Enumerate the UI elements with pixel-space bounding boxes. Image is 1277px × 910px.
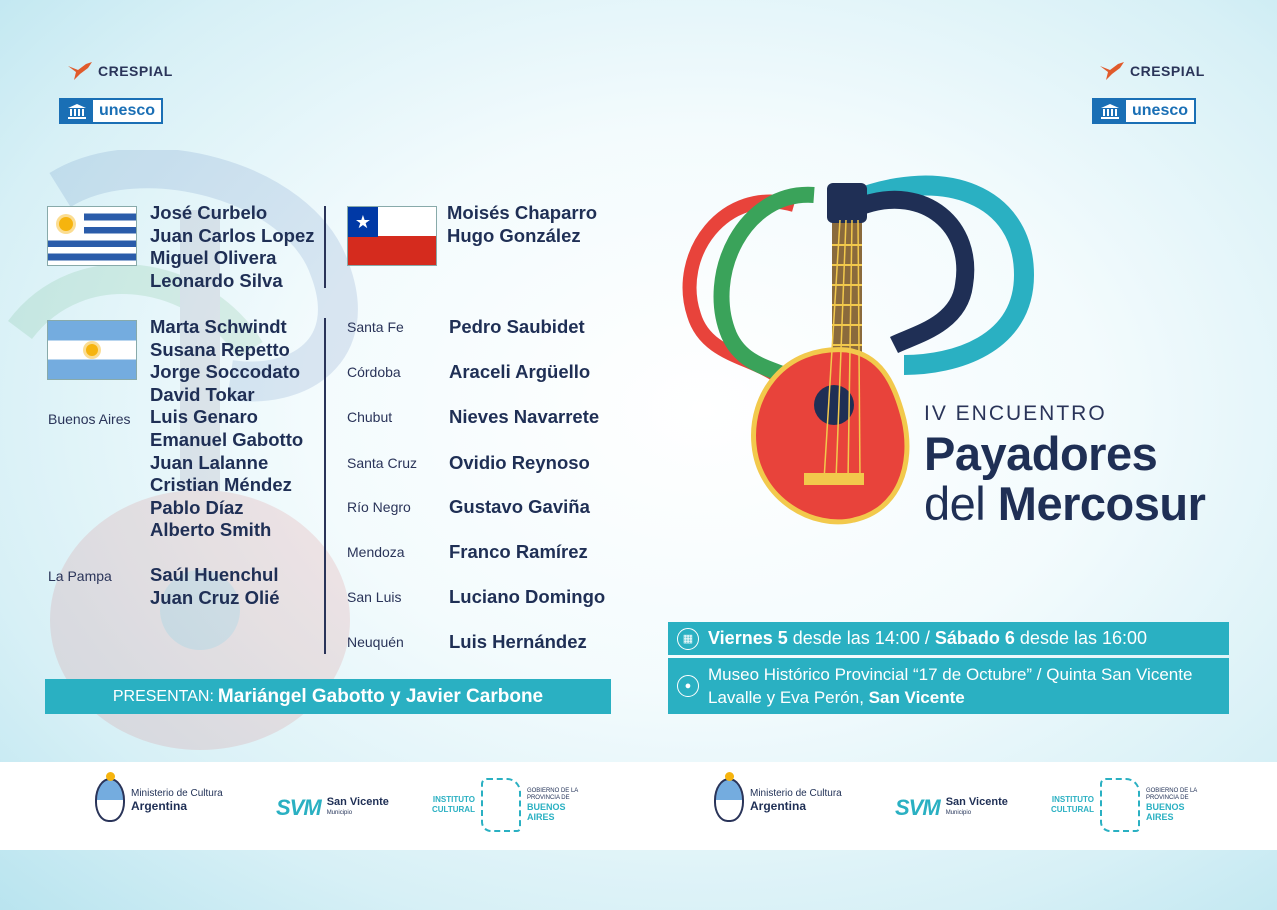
gob-line3: BUENOS xyxy=(526,802,566,812)
province-row xyxy=(347,496,590,518)
payador-name: Franco Ramírez xyxy=(449,541,588,562)
event-title-bold: Mercosur xyxy=(997,477,1206,530)
province-map-icon xyxy=(1100,778,1140,832)
province-label: Chubut xyxy=(347,409,393,425)
day2-label: Sábado 6 xyxy=(934,628,1015,648)
payador-name: Luis Genaro xyxy=(150,406,258,428)
presenters-names: Mariángel Gabotto y Javier Carbone xyxy=(217,685,544,707)
svm-logo-right xyxy=(895,795,1008,821)
coat-of-arms-icon xyxy=(95,778,125,822)
region-label-la-pampa: La Pampa xyxy=(48,568,112,584)
payador-name: Nieves Navarrete xyxy=(449,406,600,427)
venue-text xyxy=(708,663,1192,709)
payador-name: Emanuel Gabotto xyxy=(150,428,304,450)
payador-name: José Curbelo xyxy=(150,202,268,223)
province-row xyxy=(347,452,590,474)
gob-line4: AIRES xyxy=(526,812,555,822)
gob-line1: GOBIERNO DE LA xyxy=(1145,788,1198,794)
uruguay-flag xyxy=(47,206,137,266)
presenters-label: PRESENTAN: xyxy=(112,687,214,705)
time2-label: desde las 16:00 xyxy=(1019,628,1148,648)
event-edition: IV ENCUENTRO xyxy=(924,402,1107,425)
instituto-cultural-logo-right xyxy=(1051,778,1197,832)
payador-name: Luis Hernández xyxy=(449,631,587,652)
crespial-logo-left xyxy=(66,60,173,82)
province-row xyxy=(347,316,585,338)
crespial-logo-right xyxy=(1098,60,1205,82)
region-label-buenos-aires: Buenos Aires xyxy=(48,411,131,427)
payador-name: Susana Repetto xyxy=(150,338,290,360)
unesco-label: unesco xyxy=(1132,102,1189,119)
instituto-line2: CULTURAL xyxy=(1051,805,1094,814)
star-icon: ★ xyxy=(354,212,372,232)
schedule-bar xyxy=(668,622,1229,655)
location-pin-icon: ● xyxy=(677,675,699,697)
svm-sub: Municipio xyxy=(945,810,972,816)
province-label: Santa Fe xyxy=(347,319,404,335)
time1-label: desde las 14:00 / xyxy=(792,628,930,648)
crespial-label: CRESPIAL xyxy=(1130,63,1205,79)
svm-sub: Municipio xyxy=(326,810,353,816)
province-label: Córdoba xyxy=(347,364,401,380)
payador-name: Juan Carlos Lopez xyxy=(150,224,315,246)
instituto-line1: INSTITUTO xyxy=(1051,795,1094,804)
ministerio-line2: Argentina xyxy=(131,799,188,813)
schedule-text xyxy=(708,628,1147,649)
province-row xyxy=(347,541,588,563)
payador-name: Juan Cruz Olié xyxy=(150,586,280,608)
payador-name: Luciano Domingo xyxy=(449,586,606,607)
ministerio-line1: Ministerio de Cultura xyxy=(131,788,223,799)
instituto-cultural-logo-left xyxy=(432,778,578,832)
payador-name: Saúl Huenchul xyxy=(150,564,279,585)
payador-name: Juan Lalanne xyxy=(150,451,269,473)
svm-mark: SVM xyxy=(895,795,940,820)
payador-name: Pablo Díaz xyxy=(150,496,244,518)
payador-name: Leonardo Silva xyxy=(150,269,283,291)
payador-name: Jorge Soccodato xyxy=(150,361,301,383)
payador-name: Araceli Argüello xyxy=(449,361,591,382)
crespial-label: CRESPIAL xyxy=(98,63,173,79)
payador-name: Miguel Olivera xyxy=(150,247,277,269)
gob-line4: AIRES xyxy=(1145,812,1174,822)
unesco-label: unesco xyxy=(99,102,156,119)
payador-name: Marta Schwindt xyxy=(150,316,287,337)
sun-icon xyxy=(59,217,73,231)
province-label: Santa Cruz xyxy=(347,455,418,471)
sun-icon xyxy=(86,344,98,356)
province-label: Neuquén xyxy=(347,634,404,650)
divider-line xyxy=(324,318,326,654)
venue-city: San Vicente xyxy=(868,688,965,707)
province-label: San Luis xyxy=(347,589,402,605)
chile-payadores xyxy=(447,202,597,247)
ministerio-line1: Ministerio de Cultura xyxy=(750,788,842,799)
la-pampa-payadores xyxy=(150,564,280,609)
chile-flag xyxy=(347,206,437,266)
divider-line xyxy=(324,206,326,288)
payador-name: Gustavo Gaviña xyxy=(449,496,590,517)
payador-name: Cristian Méndez xyxy=(150,474,292,496)
province-row xyxy=(347,406,599,428)
temple-icon xyxy=(61,100,93,122)
temple-icon xyxy=(1094,100,1126,122)
event-title-line2 xyxy=(924,476,1205,531)
gob-line3: BUENOS xyxy=(1145,802,1185,812)
svm-mark: SVM xyxy=(276,795,321,820)
province-label: Río Negro xyxy=(347,499,411,515)
ministerio-line2: Argentina xyxy=(750,799,807,813)
argentina-flag xyxy=(47,320,137,380)
instituto-line2: CULTURAL xyxy=(432,805,475,814)
event-title-line1: Payadores xyxy=(924,427,1158,480)
svm-logo-left xyxy=(276,795,389,821)
instituto-line1: INSTITUTO xyxy=(432,795,475,804)
svm-name: San Vicente xyxy=(326,796,389,808)
unesco-logo-left xyxy=(59,98,163,124)
payador-name: Alberto Smith xyxy=(150,519,272,541)
uruguay-payadores xyxy=(150,202,314,292)
venue-line1: Museo Histórico Provincial “17 de Octubre” / Quinta San Vicente xyxy=(708,665,1193,684)
hummingbird-icon xyxy=(66,60,94,82)
presenters-banner xyxy=(45,679,611,714)
venue-line2 xyxy=(708,686,1192,709)
payador-name: Moisés Chaparro xyxy=(447,202,598,223)
province-row xyxy=(347,361,590,383)
hummingbird-icon xyxy=(1098,60,1126,82)
venue-bar xyxy=(668,658,1229,714)
payador-name: Pedro Saubidet xyxy=(449,316,585,337)
day1-label: Viernes 5 xyxy=(708,628,788,648)
gob-line2: PROVINCIA DE xyxy=(1145,795,1189,801)
province-row xyxy=(347,631,587,653)
gob-line1: GOBIERNO DE LA xyxy=(526,788,579,794)
province-row xyxy=(347,586,605,608)
event-title-prefix: del xyxy=(924,477,986,530)
coat-of-arms-icon xyxy=(714,778,744,822)
ministerio-logo-right xyxy=(714,778,842,822)
payador-name: Hugo González xyxy=(447,224,581,246)
province-label: Mendoza xyxy=(347,544,405,560)
calendar-icon: ▦ xyxy=(677,628,699,650)
svm-name: San Vicente xyxy=(945,796,1008,808)
payador-name: Ovidio Reynoso xyxy=(449,452,590,473)
payador-name: David Tokar xyxy=(150,383,255,405)
ministerio-logo-left xyxy=(95,778,223,822)
province-map-icon xyxy=(481,778,521,832)
gob-line2: PROVINCIA DE xyxy=(526,795,570,801)
unesco-logo-right xyxy=(1092,98,1196,124)
venue-address: Lavalle y Eva Perón, xyxy=(708,688,864,707)
buenos-aires-payadores xyxy=(150,316,303,542)
